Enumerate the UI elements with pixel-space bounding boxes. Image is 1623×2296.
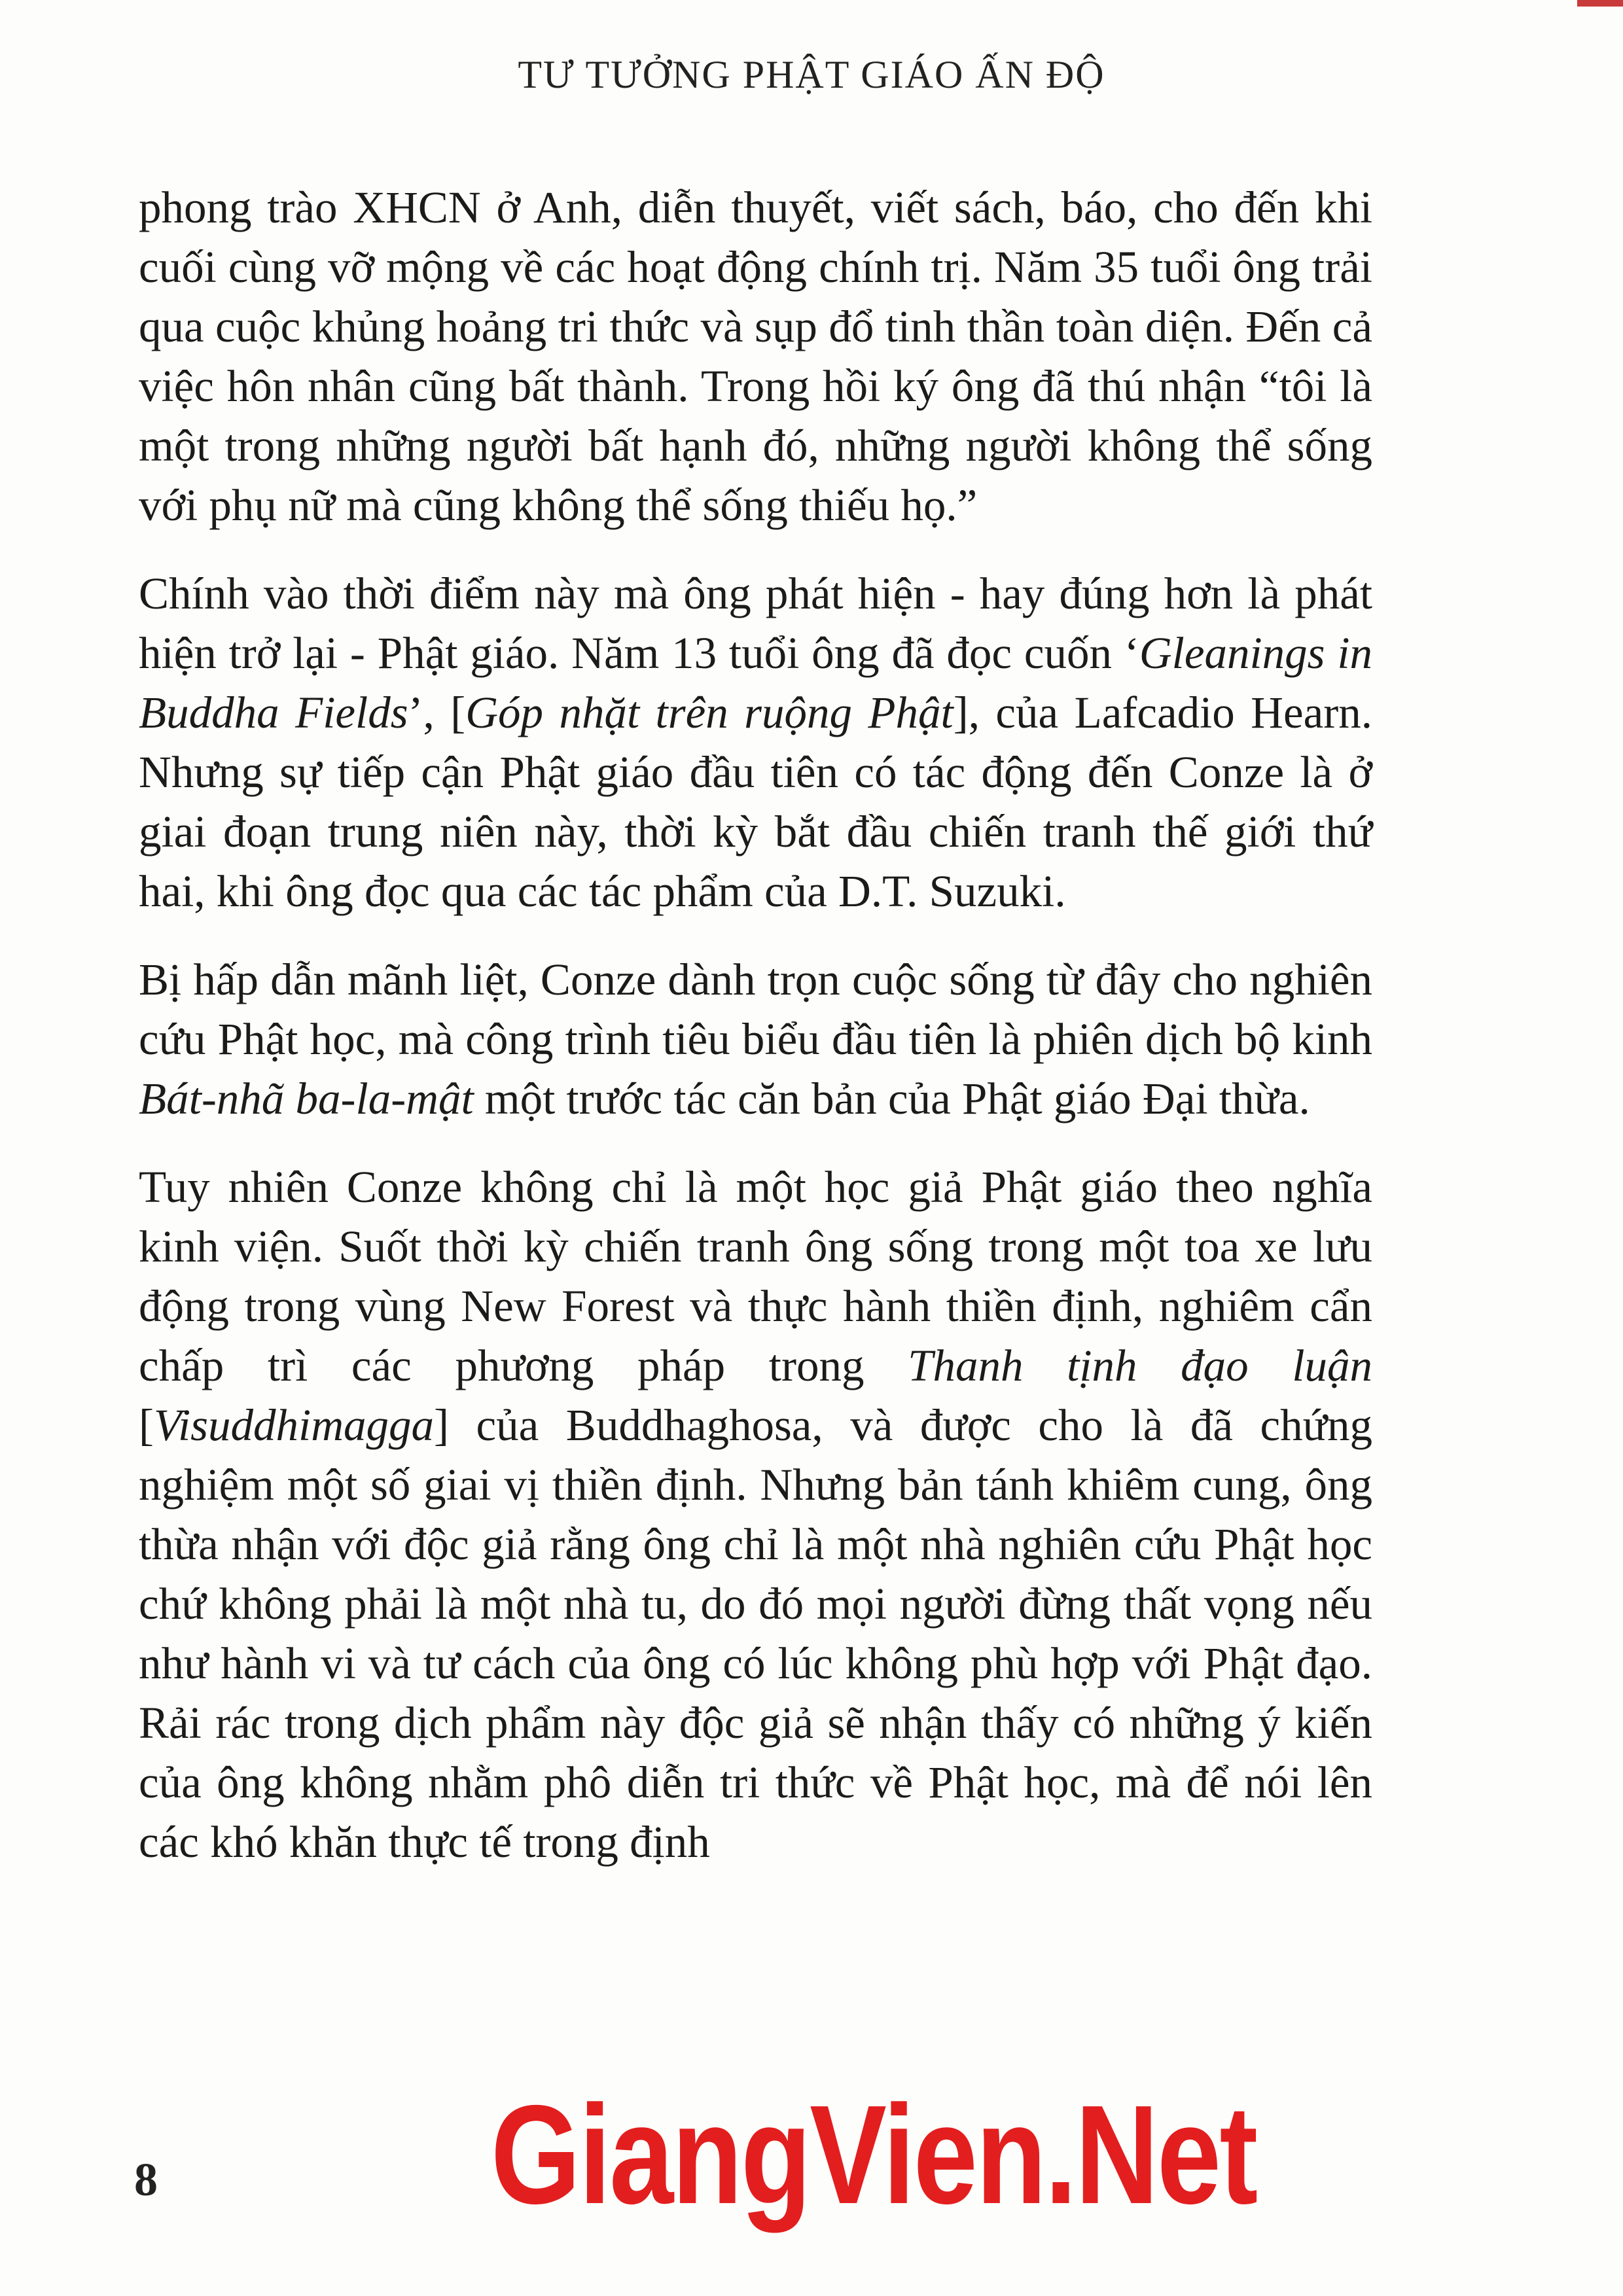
paragraph-2-text: ], của Lafcadio Hearn. Nhưng sự tiếp cận Phật giáo đầu tiên có tác động đến Conze là ở giai đoạn trung niên này, thời kỳ bắt đầu chiến tranh thế giới thứ hai, khi ông đọc qua các tác phẩm của D.T. Suzuki. [139,688,1372,916]
paragraph-4-text: Tuy nhiên Conze không chỉ là một học giả Phật giáo theo nghĩa kinh viện. Suốt thời kỳ chiến tranh ông sống trong một toa xe lưu động trong vùng New Forest và thực hành thiền định, nghiêm cẩn chấp trì các phương pháp trong [139,1162,1372,1390]
treatise-title: Thanh tịnh đạo luận [908,1341,1372,1390]
sutra-title: Bát-nhã ba-la-mật [139,1074,474,1123]
paragraph-4-text: ] của Buddhaghosa, và được cho là đã chứng nghiệm một số giai vị thiền định. Nhưng bản tánh khiêm cung, ông thừa nhận với độc giả rằng ông chỉ là một nhà nghiên cứu Phật học chứ không phải là một nhà tu, do đó mọi người đừng thất vọng nếu như hành vi và tư cách của ông có lúc không phù hợp với Phật đạo. Rải rác trong dịch phẩm này độc giả sẽ nhận thấy có những ý kiến của ông không nhằm phô diễn tri thức về Phật học, mà để nói lên các khó khăn thực tế trong định [139,1400,1372,1867]
body-text [139,178,1372,1901]
page-corner-mark [1577,0,1623,7]
paragraph-3-text: một trước tác căn bản của Phật giáo Đại thừa. [473,1074,1310,1123]
treatise-title-pali: Visuddhimagga [153,1400,435,1450]
book-title-gleanings: Gleanings in Buddha Fields [139,628,1372,737]
running-title: TƯ TƯỞNG PHẬT GIÁO ẤN ĐỘ [518,53,1105,96]
page-number: 8 [134,2153,158,2206]
paragraph-2-text: ’, [ [408,688,466,737]
book-title-translation: Góp nhặt trên ruộng Phật [465,688,954,737]
watermark-logo: GiangVien.Net [491,2075,1257,2233]
paragraph-4-text: [ [139,1400,154,1450]
paragraph-3 [139,950,1372,1129]
paragraph-4 [139,1157,1372,1872]
paragraph-3-text: Bị hấp dẫn mãnh liệt, Conze dành trọn cuộc sống từ đây cho nghiên cứu Phật học, mà công trình tiêu biểu đầu tiên là phiên dịch bộ kinh [139,955,1372,1064]
paragraph-2 [139,564,1372,921]
paragraph-2-text: Chính vào thời điểm này mà ông phát hiện - hay đúng hơn là phát hiện trở lại - Phật giáo. Năm 13 tuổi ông đã đọc cuốn ‘ [139,569,1372,678]
paragraph-1: phong trào XHCN ở Anh, diễn thuyết, viết sách, báo, cho đến khi cuối cùng vỡ mộng về các hoạt động chính trị. Năm 35 tuổi ông trải qua cuộc khủng hoảng tri thức và sụp đổ tinh thần toàn diện. Đến cả việc hôn nhân cũng bất thành. Trong hồi ký ông đã thú nhận “tôi là một trong những người bất hạnh đó, những người không thể sống với phụ nữ mà cũng không thể sống thiếu họ.” [139,183,1372,530]
